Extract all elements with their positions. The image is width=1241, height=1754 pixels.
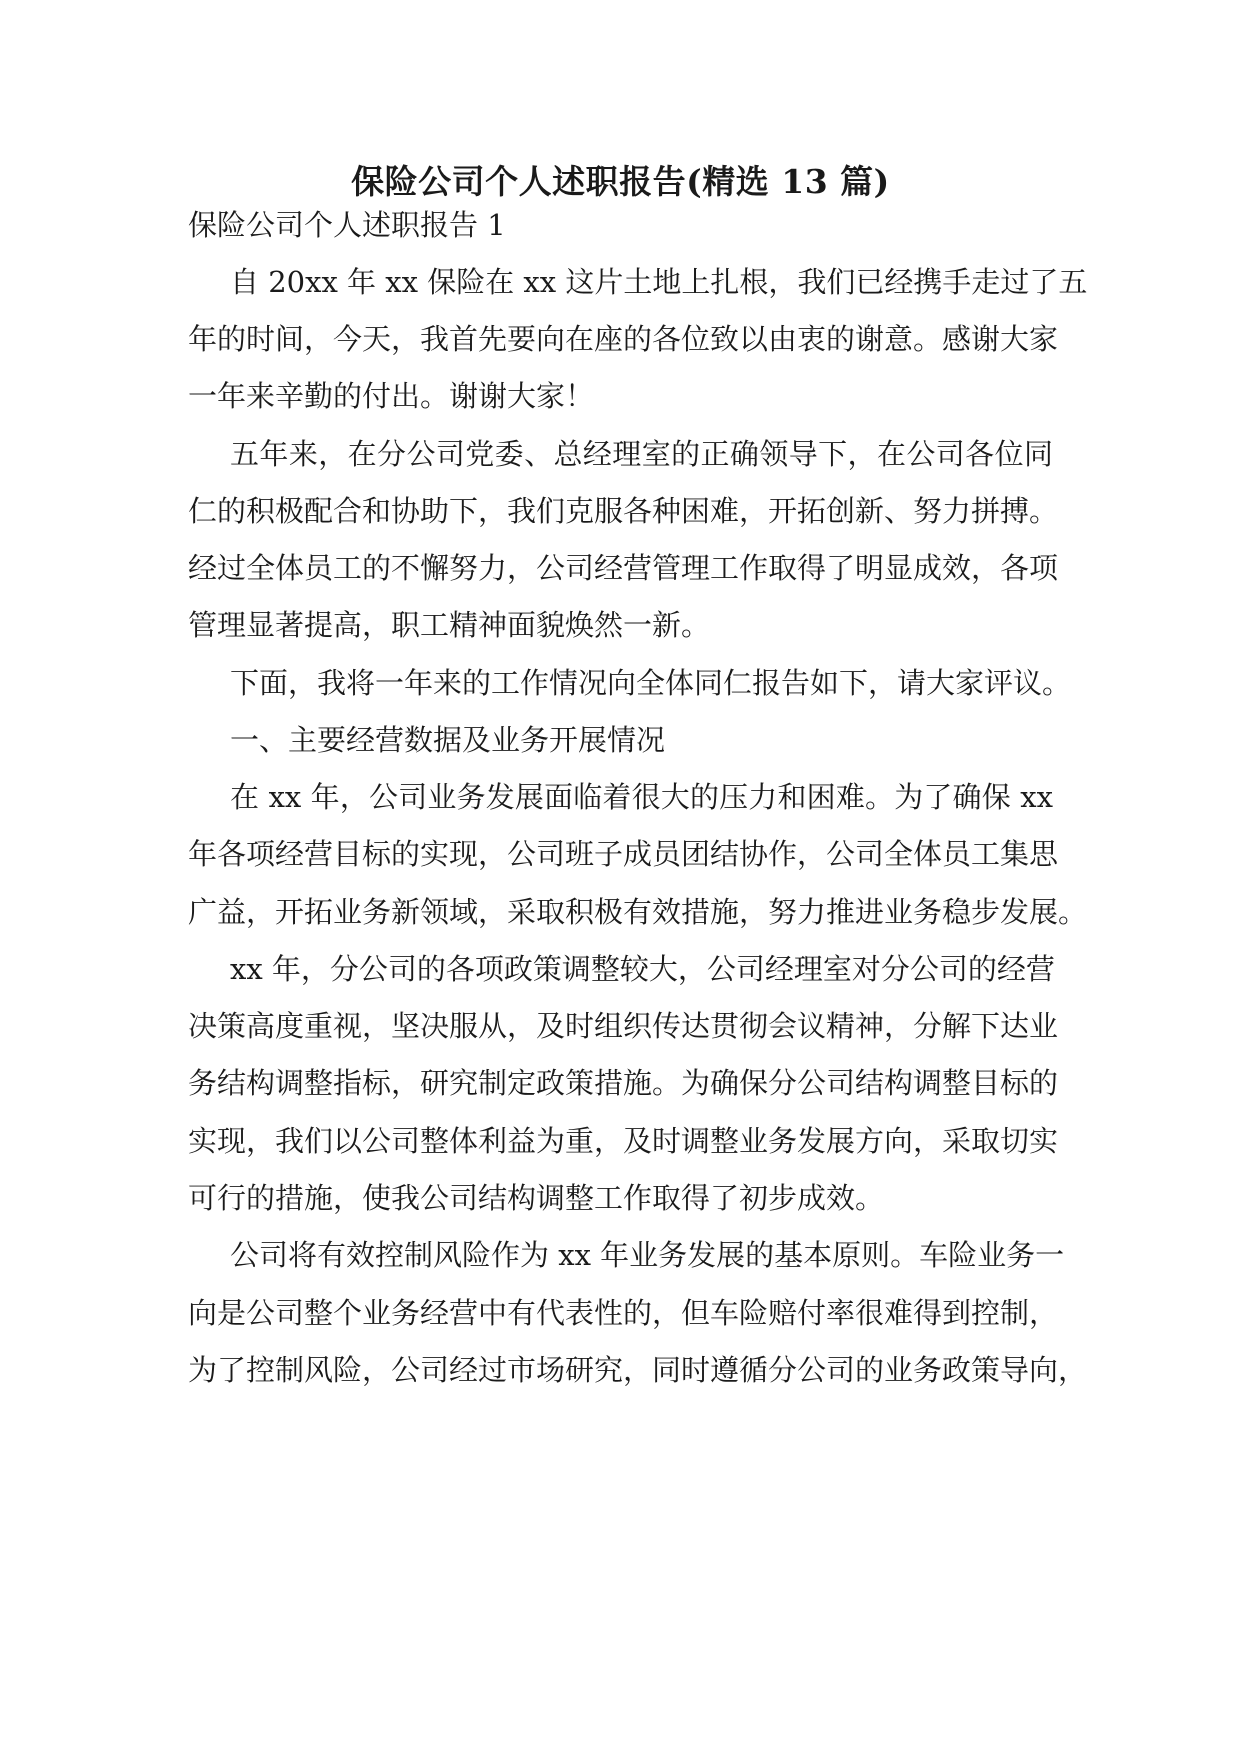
paragraph-line: 自 20xx 年 xx 保险在 xx 这片土地上扎根，我们已经携手走过了五 (230, 265, 1088, 299)
paragraph-line: xx 年，分公司的各项政策调整较大，公司经理室对分公司的经营 (230, 952, 1055, 986)
paragraph-line: 务结构调整指标，研究制定政策措施。为确保分公司结构调整目标的 (188, 1066, 1059, 1100)
paragraph-line: 一年来辛勤的付出。谢谢大家！ (188, 379, 595, 413)
paragraph-line: 在 xx 年，公司业务发展面临着很大的压力和困难。为了确保 xx (230, 780, 1053, 814)
document-title: 保险公司个人述职报告(精选 13 篇) (351, 162, 890, 201)
paragraph-line: 向是公司整个业务经营中有代表性的，但车险赔付率很难得到控制， (188, 1296, 1059, 1330)
paragraph-line: 五年来，在分公司党委、总经理室的正确领导下，在公司各位同 (230, 437, 1053, 471)
paragraph-line: 仁的积极配合和协助下，我们克服各种困难，开拓创新、努力拼搏。 (188, 494, 1059, 528)
paragraph-line: 决策高度重视，坚决服从，及时组织传达贯彻会议精神，分解下达业 (188, 1009, 1059, 1043)
paragraph-line: 经过全体员工的不懈努力，公司经营管理工作取得了明显成效，各项 (188, 551, 1059, 585)
paragraph-line: 实现，我们以公司整体利益为重，及时调整业务发展方向，采取切实 (188, 1124, 1059, 1158)
subsection-heading: 一、主要经营数据及业务开展情况 (230, 723, 666, 757)
paragraph-line: 年各项经营目标的实现，公司班子成员团结协作，公司全体员工集思 (188, 837, 1059, 871)
paragraph-line: 年的时间，今天，我首先要向在座的各位致以由衷的谢意。感谢大家 (188, 322, 1059, 356)
paragraph-line: 公司将有效控制风险作为 xx 年业务发展的基本原则。车险业务一 (230, 1238, 1065, 1272)
paragraph-line: 可行的措施，使我公司结构调整工作取得了初步成效。 (188, 1181, 885, 1215)
paragraph-line: 下面，我将一年来的工作情况向全体同仁报告如下，请大家评议。 (230, 666, 1072, 700)
paragraph-line: 广益，开拓业务新领域，采取积极有效措施，努力推进业务稳步发展。 (188, 895, 1088, 929)
paragraph-line: 为了控制风险，公司经过市场研究，同时遵循分公司的业务政策导向， (188, 1353, 1088, 1387)
section-heading: 保险公司个人述职报告 1 (188, 208, 506, 242)
paragraph-line: 管理显著提高，职工精神面貌焕然一新。 (188, 608, 711, 642)
